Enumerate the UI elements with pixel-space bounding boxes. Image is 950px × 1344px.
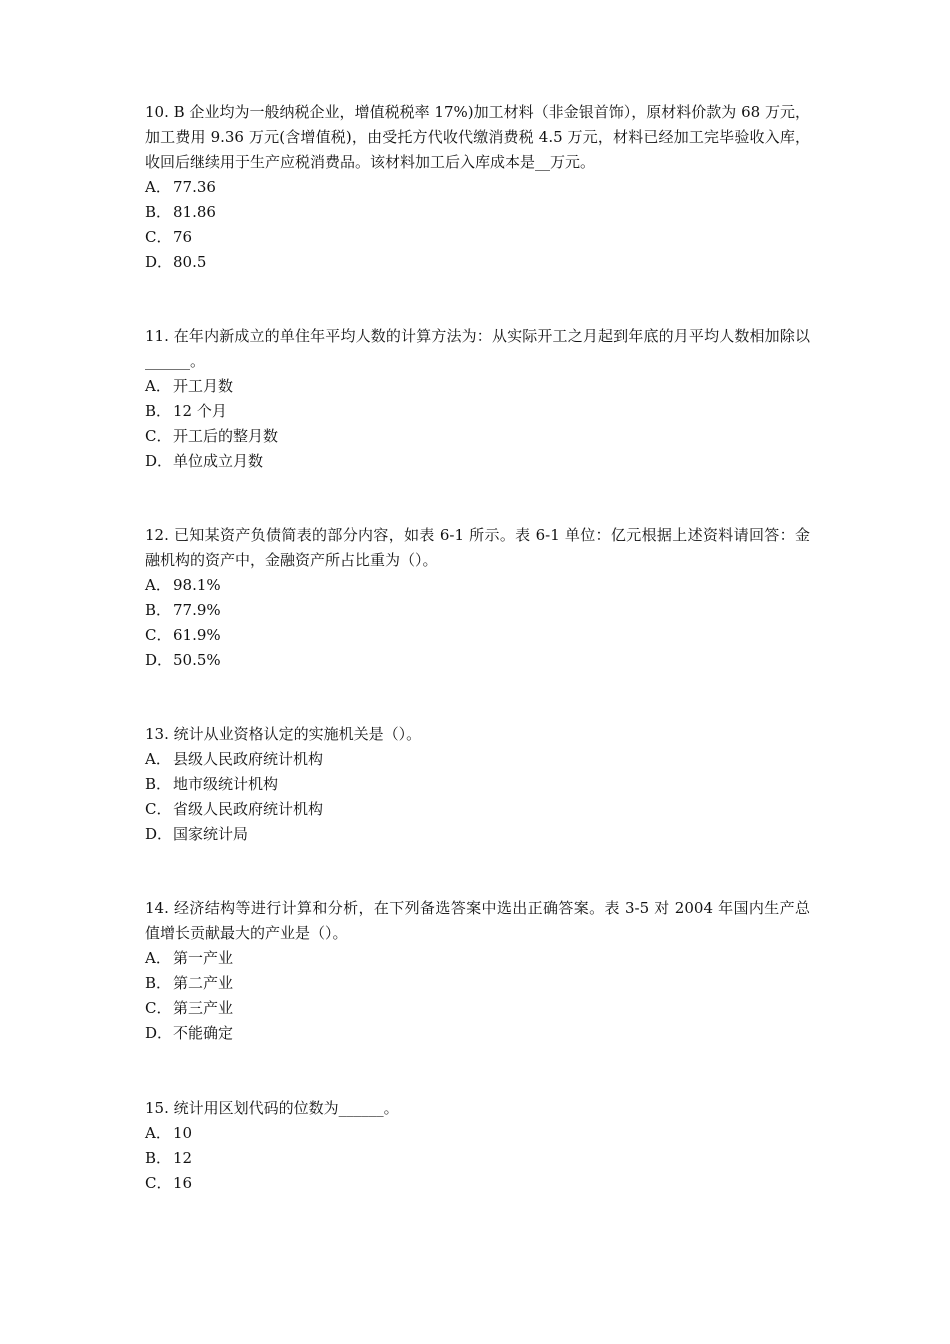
option-letter: D． <box>145 825 173 843</box>
option-letter: B． <box>145 1149 172 1167</box>
option-letter: C． <box>145 1174 172 1192</box>
option-c <box>145 797 810 822</box>
option-text: 12 个月 <box>173 402 227 420</box>
question-stem: 10. B 企业均为一般纳税企业，增值税税率 17%)加工材料（非金银首饰），原材料价款为 68 万元，加工费用 9.36 万元(含增值税)，由受托方代收代缴消费税 4.5 万元，材料已经加工完毕验收入库，收回后继续用于生产应税消费品。该材料加工后入库成本是__万元。 <box>145 103 810 171</box>
option-letter: A． <box>145 178 171 196</box>
option-list <box>145 946 810 1046</box>
question-stem: 15. 统计用区划代码的位数为______。 <box>145 1099 399 1117</box>
option-letter: C． <box>145 999 172 1017</box>
option-text: 76 <box>173 228 193 246</box>
option-a <box>145 946 810 971</box>
question-stem: 14. 经济结构等进行计算和分析，在下列备选答案中选出正确答案。表 3-5 对 2004 年国内生产总值增长贡献最大的产业是（）。 <box>145 899 810 942</box>
question-stem: 13. 统计从业资格认定的实施机关是（）。 <box>145 725 422 743</box>
question-13 <box>145 722 810 847</box>
option-letter: A． <box>145 576 171 594</box>
option-a <box>145 1121 810 1146</box>
question-stem: 12. 已知某资产负债简表的部分内容，如表 6-1 所示。表 6-1 单位：亿元根据上述资料请回答：金融机构的资产中，金融资产所占比重为（）。 <box>145 526 810 569</box>
option-text: 12 <box>173 1149 193 1167</box>
option-letter: B． <box>145 974 172 992</box>
option-text: 开工后的整月数 <box>173 427 279 445</box>
option-text: 国家统计局 <box>173 825 249 843</box>
option-b <box>145 200 810 225</box>
option-letter: D． <box>145 1024 173 1042</box>
option-text: 50.5% <box>173 651 221 669</box>
option-d <box>145 822 810 847</box>
option-d <box>145 1021 810 1046</box>
option-d <box>145 250 810 275</box>
question-11 <box>145 324 810 474</box>
option-c <box>145 1171 810 1196</box>
option-b <box>145 598 810 623</box>
option-list <box>145 747 810 847</box>
option-d <box>145 648 810 673</box>
option-letter: D． <box>145 253 173 271</box>
option-text: 第二产业 <box>173 974 234 992</box>
option-text: 10 <box>173 1124 193 1142</box>
option-a <box>145 175 810 200</box>
option-b <box>145 1146 810 1171</box>
option-b <box>145 971 810 996</box>
option-text: 不能确定 <box>173 1024 234 1042</box>
option-text: 开工月数 <box>173 377 234 395</box>
option-text: 第三产业 <box>173 999 234 1017</box>
option-text: 16 <box>173 1174 193 1192</box>
option-text: 单位成立月数 <box>173 452 264 470</box>
option-list <box>145 374 810 474</box>
option-text: 81.86 <box>173 203 216 221</box>
option-letter: B． <box>145 601 172 619</box>
option-letter: C． <box>145 800 172 818</box>
option-letter: C． <box>145 626 172 644</box>
option-letter: D． <box>145 651 173 669</box>
option-list <box>145 1121 810 1196</box>
option-letter: B． <box>145 203 172 221</box>
option-c <box>145 225 810 250</box>
option-c <box>145 424 810 449</box>
option-list <box>145 175 810 275</box>
option-a <box>145 573 810 598</box>
question-12 <box>145 523 810 673</box>
question-15 <box>145 1096 810 1196</box>
option-c <box>145 623 810 648</box>
option-letter: A． <box>145 750 171 768</box>
option-list <box>145 573 810 673</box>
option-letter: B． <box>145 775 172 793</box>
option-text: 77.9% <box>173 601 221 619</box>
option-text: 地市级统计机构 <box>173 775 279 793</box>
option-letter: C． <box>145 427 172 445</box>
option-letter: B． <box>145 402 172 420</box>
option-text: 县级人民政府统计机构 <box>173 750 324 768</box>
option-c <box>145 996 810 1021</box>
option-letter: A． <box>145 949 171 967</box>
option-letter: C． <box>145 228 172 246</box>
option-letter: A． <box>145 377 171 395</box>
option-text: 省级人民政府统计机构 <box>173 800 324 818</box>
question-14 <box>145 896 810 1046</box>
option-letter: A． <box>145 1124 171 1142</box>
option-a <box>145 374 810 399</box>
option-b <box>145 772 810 797</box>
option-text: 第一产业 <box>173 949 234 967</box>
question-stem: 11. 在年内新成立的单住年平均人数的计算方法为：从实际开工之月起到年底的月平均人数相加除以______。 <box>145 327 810 370</box>
option-text: 98.1% <box>173 576 221 594</box>
option-b <box>145 399 810 424</box>
option-text: 61.9% <box>173 626 221 644</box>
option-d <box>145 449 810 474</box>
option-text: 80.5 <box>173 253 207 271</box>
option-a <box>145 747 810 772</box>
question-10 <box>145 100 810 275</box>
option-text: 77.36 <box>173 178 216 196</box>
option-letter: D． <box>145 452 173 470</box>
